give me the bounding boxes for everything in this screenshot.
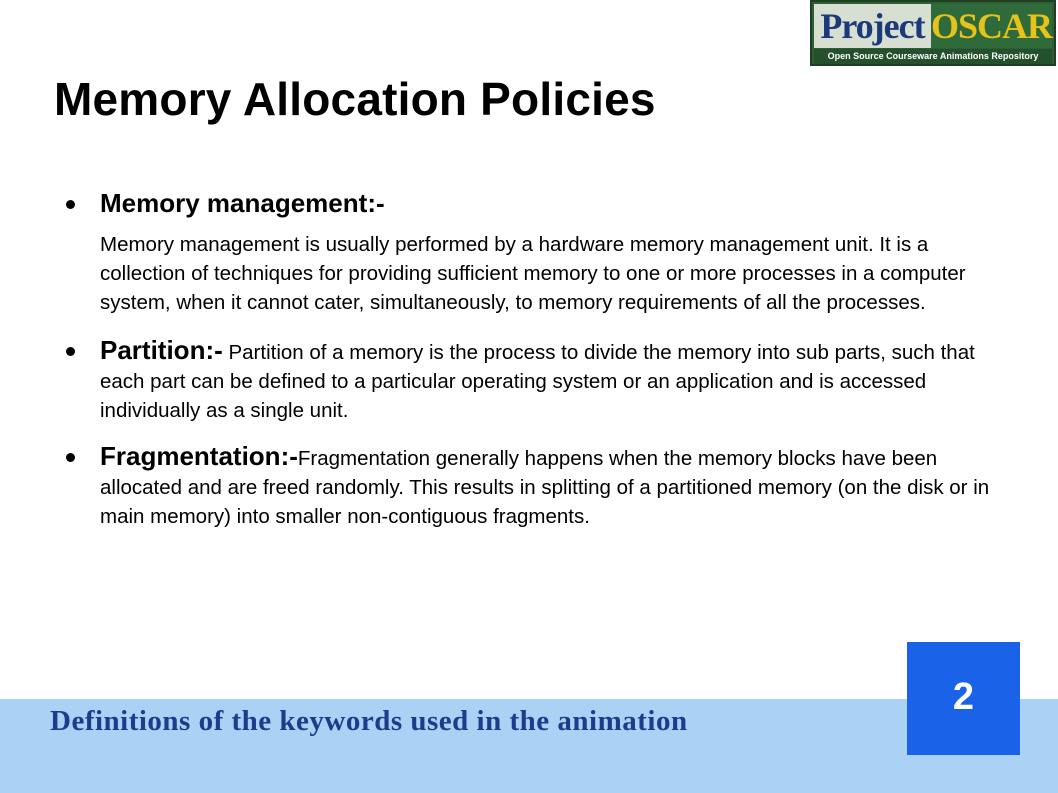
logo-project-text: Project (814, 4, 931, 48)
logo-subtitle: Open Source Courseware Animations Repository (814, 49, 1052, 64)
definition-term: Partition (100, 335, 206, 365)
footer-caption: Definitions of the keywords used in the animation (50, 705, 688, 737)
definition-separator: :- (280, 441, 298, 471)
logo-oscar-text: OSCAR (930, 6, 1052, 46)
bullet-icon (66, 347, 75, 356)
definition-item-partition (66, 333, 1006, 425)
definition-paragraph (100, 333, 1006, 425)
logo-wordmark (814, 4, 1052, 48)
bullet-icon (66, 453, 75, 462)
definition-item-fragmentation (66, 439, 1006, 531)
definition-description: Partition of a memory is the process to divide the memory into sub parts, such that each part can be defined to a particular operating system or an application and is accessed individually as a single unit. (100, 341, 975, 422)
slide-title: Memory Allocation Policies (54, 73, 656, 125)
definition-description: Memory management is usually performed by a hardware memory management unit. It is a collection of techniques for providing sufficient memory to one or more processes in a computer system, when it cannot cater, simultaneously, to memory requirements of all the processes. (100, 233, 966, 314)
page-number-badge: 2 (907, 642, 1020, 755)
definition-item-memory-management (66, 186, 1006, 317)
bullet-icon (66, 200, 75, 209)
definition-paragraph (100, 439, 1006, 531)
definition-separator: :- (205, 335, 223, 365)
definition-list (66, 186, 1006, 531)
definition-description: Fragmentation generally happens when the memory blocks have been allocated and are freed randomly. This results in splitting of a partitioned memory (on the disk or in main memory) into smaller non-contiguous fragments. (100, 447, 990, 528)
definition-separator: :- (367, 188, 385, 218)
definition-term: Memory management (100, 188, 368, 218)
definition-term: Fragmentation (100, 441, 281, 471)
project-oscar-logo (810, 0, 1056, 66)
definition-heading (100, 186, 1006, 220)
